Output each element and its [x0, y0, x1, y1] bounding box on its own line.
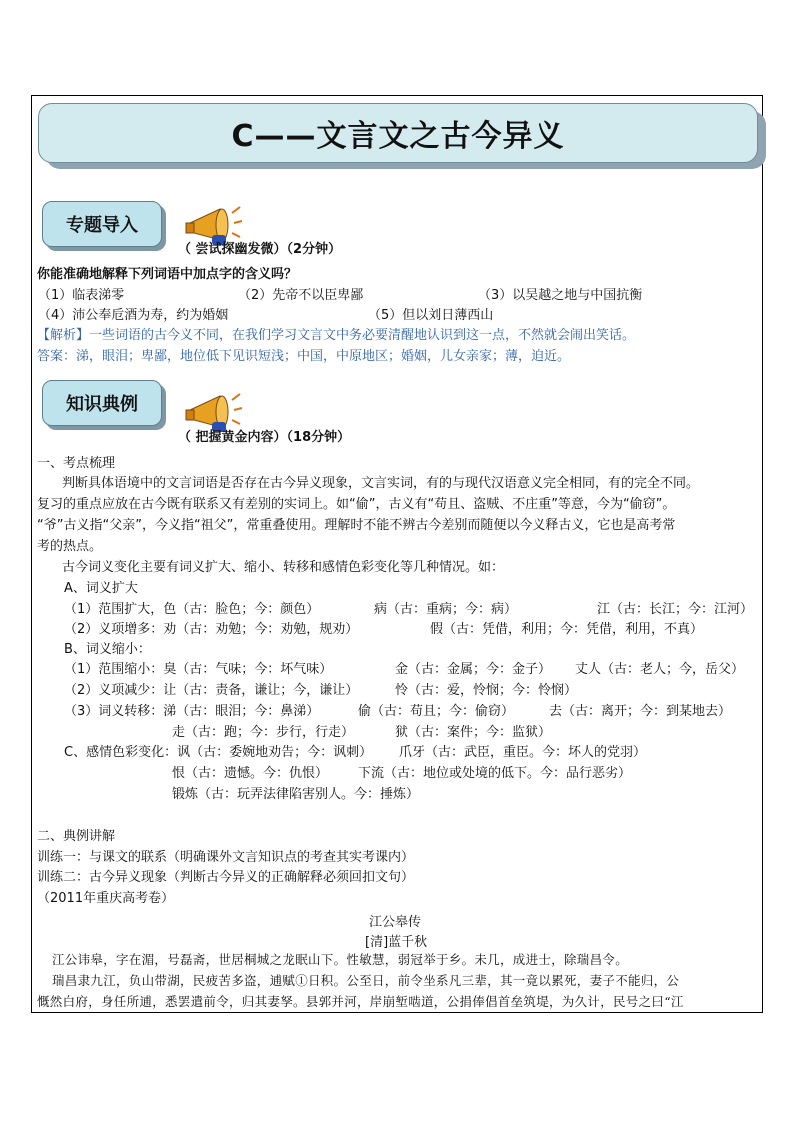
training-2: 训练二：古今异义现象（判断古今异义的正确解释必须回扣文句）: [37, 870, 415, 885]
b3-text-2: 偷（古：苟且；今：偷窃）: [358, 704, 515, 719]
passage-line-1: 江公讳皋，字在湄，号磊斋，世居桐城之龙眠山下。性敏慧，弱冠举于乡。未几，成进士，除瑞昌令。: [52, 952, 629, 967]
section-knowledge-subtitle: （ 把握黄金内容）（18分钟）: [178, 430, 351, 445]
b4-text-2: 狱（古：案件；今：监狱）: [395, 725, 552, 740]
section-tag-intro-label: 专题导入: [42, 201, 162, 247]
intro-item-2: （2）先帝不以臣卑鄙: [238, 288, 364, 303]
title-banner: [38, 103, 766, 169]
b4-text-1: 走（古：跑；今：步行，行走）: [172, 725, 355, 740]
intro-item-1: （1）临表涕零: [38, 288, 125, 303]
para1-line-3: “爷”古义指“父亲”，今义指“祖父”，常重叠使用。理解时不能不辨古今差别而随便以今义释古义，它也是高考常: [37, 518, 676, 533]
b2-text-2: 怜（古：爱，怜悯；今：怜悯）: [395, 683, 578, 698]
source-note: （2011年重庆高考卷）: [37, 891, 175, 906]
c1-text-2: 爪牙（古：武臣，重臣。今：坏人的党羽）: [399, 745, 647, 760]
b2-text-1: （2）义项减少：让（古：责备，谦让；今，谦让）: [64, 683, 359, 698]
section-tag-knowledge: [42, 380, 166, 430]
heading-point-review: 一、考点梳理: [37, 456, 116, 471]
a2-text-1: （2）义项增多：劝（古：劝勉；今：劝勉，规劝）: [64, 622, 359, 637]
a1-text-1: （1）范围扩大，色（古：脸色；今：颜色）: [64, 602, 320, 617]
training-1: 训练一：与课文的联系（明确课外文言知识点的考查其实考课内）: [37, 850, 415, 865]
intro-answer: 答案：涕，眼泪；卑鄙，地位低下见识短浅；中国，中原地区；婚姻，儿女亲家；薄，迫近。: [37, 349, 571, 364]
c3-text: 锻炼（古：玩弄法律陷害别人。今：捶炼）: [172, 787, 420, 802]
section-tag-intro: [42, 201, 166, 251]
para1-line-2: 复习的重点应放在古今既有联系又有差别的实词上。如“偷”，古义有“苟且、盗贼、不庄重”等意，今为“偷窃”。: [37, 497, 676, 512]
c2-text-1: 恨（古：遗憾。今：仇恨）: [172, 766, 329, 781]
a2-text-2: 假（古：凭借，利用；今：凭借，利用，不真）: [430, 622, 704, 637]
para1-line-1: 判断具体语境中的文言词语是否存在古今异义现象，文言实词，有的与现代汉语意义完全相同，有的完全不同。: [62, 476, 700, 491]
intro-item-5: （5）但以刘日薄西山: [368, 308, 494, 323]
section-tag-knowledge-label: 知识典例: [42, 380, 162, 426]
intro-question: 你能准确地解释下列词语中加点字的含义吗？: [37, 267, 298, 282]
a1-text-3: 江（古：长江；今：江河）: [597, 602, 754, 617]
b1-text-1: （1）范围缩小：臭（古：气味；今：坏气味）: [64, 662, 333, 677]
passage-author: [清]蓝千秋: [365, 935, 428, 950]
category-b-title: B、词义缩小：: [64, 642, 151, 657]
page-title: C——文言文之古今异义: [38, 103, 758, 163]
heading-examples: 二、典例讲解: [37, 829, 116, 844]
b3-text-3: 去（古：离开；今：到某地去）: [549, 704, 732, 719]
a1-text-2: 病（古：重病；今：病）: [374, 602, 518, 617]
passage-line-2: 瑞昌隶九江，负山带湖，民疲苦多盗，逋赋①日积。公至日，前令坐系凡三辈，其一竟以累死，妻子不能归，公: [52, 973, 680, 988]
para1-line-4: 考的热点。: [37, 539, 103, 554]
intro-analysis: 【解析】一些词语的古今义不同，在我们学习文言文中务必要清醒地认识到这一点，不然就会闹出笑话。: [37, 328, 636, 343]
c2-text-2: 下流（古：地位或处境的低下。今：品行恶劣）: [358, 766, 632, 781]
para2: 古今词义变化主要有词义扩大、缩小、转移和感情色彩变化等几种情况。如：: [62, 560, 505, 575]
b1-text-3: 丈人（古：老人；今，岳父）: [575, 662, 745, 677]
b3-text-1: （3）词义转移：涕（古：眼泪；今：鼻涕）: [64, 704, 320, 719]
passage-line-3: 慨然白府，身任所逋，悉罢遣前令，归其妻孥。县郭并河，岸崩堑啮道，公捐俸倡首垒筑堤，为久计，民号之曰“江: [37, 994, 684, 1009]
section-intro-subtitle: （ 尝试探幽发微）（2分钟）: [178, 242, 342, 257]
intro-item-4: （4）沛公奉卮酒为寿，约为婚姻: [38, 308, 229, 323]
c1-text-1: C、感情色彩变化：讽（古：委婉地劝告；今：讽刺）: [64, 745, 373, 760]
b1-text-2: 金（古：金属；今：金子）: [395, 662, 552, 677]
passage-title: 江公皋传: [369, 915, 422, 930]
category-a-title: A、词义扩大: [64, 581, 138, 596]
intro-item-3: （3）以吴越之地与中国抗衡: [478, 288, 643, 303]
